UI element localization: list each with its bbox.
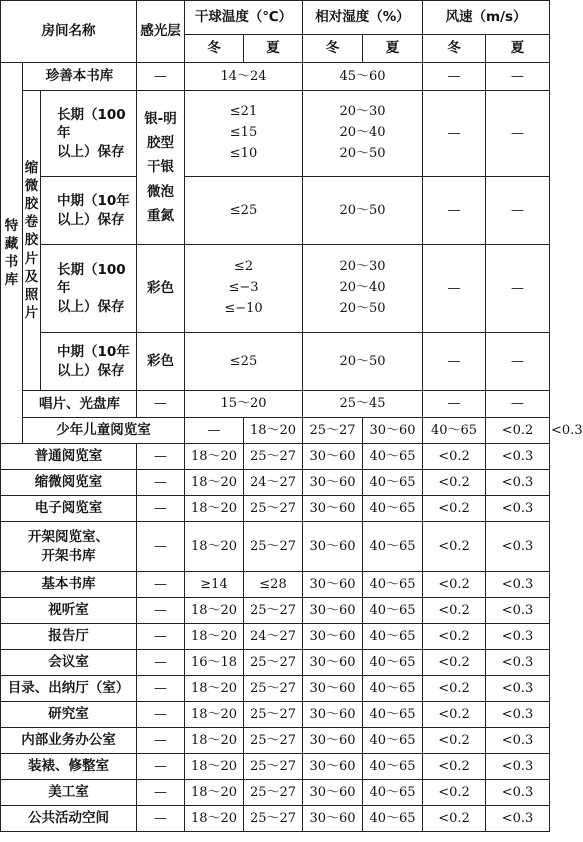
room-name: 缩微阅览室 [1, 470, 137, 496]
speed-summer: <0.3 [486, 522, 550, 572]
speed-summer: <0.3 [486, 470, 550, 496]
temp-summer: 24～27 [244, 470, 303, 496]
speed-winter: — [423, 245, 486, 333]
speed-summer: <0.3 [486, 444, 550, 470]
humidity-summer: 40～65 [363, 806, 423, 832]
humidity-winter: 30～60 [303, 702, 363, 728]
room-name: 美工室 [1, 780, 137, 806]
speed-summer: — [486, 245, 550, 333]
table-row [1, 780, 550, 806]
room-name: 报告厅 [1, 624, 137, 650]
humidity-range: 45～60 [303, 63, 423, 91]
header-dry-bulb-temp: 干球温度（℃） [185, 1, 303, 35]
room-name: 长期（100年 以上）保存 [41, 91, 137, 177]
humidity-summer: 40～65 [363, 728, 423, 754]
temp-summer: 25～27 [244, 522, 303, 572]
photo-layer: — [137, 598, 185, 624]
header-air-speed: 风速（m/s） [423, 1, 550, 35]
table-row [1, 806, 550, 832]
photo-layer: — [137, 496, 185, 522]
speed-summer: <0.3 [486, 496, 550, 522]
temp-range: 15～20 [185, 391, 303, 418]
humidity-summer: 40～65 [363, 754, 423, 780]
room-name: 唱片、光盘库 [23, 391, 137, 418]
temp-summer: ≤28 [244, 572, 303, 598]
room-name: 视听室 [1, 598, 137, 624]
speed-summer: — [486, 91, 550, 177]
photo-layer: — [137, 676, 185, 702]
temp-winter: 18～20 [185, 676, 244, 702]
speed-winter: <0.2 [423, 650, 486, 676]
speed-summer: <0.3 [486, 780, 550, 806]
humidity-summer: 40～65 [363, 522, 423, 572]
header-speed-summer: 夏 [486, 35, 550, 63]
humidity-summer: 40～65 [363, 780, 423, 806]
humidity-range: 20～30 20～40 20～50 [303, 91, 423, 177]
speed-winter: — [423, 177, 486, 245]
temp-summer: 25～27 [244, 754, 303, 780]
room-name: 会议室 [1, 650, 137, 676]
humidity-winter: 30～60 [303, 780, 363, 806]
photo-layer: — [137, 391, 185, 418]
room-name: 普通阅览室 [1, 444, 137, 470]
room-name: 长期（100年 以上）保存 [41, 245, 137, 333]
speed-winter: <0.2 [423, 754, 486, 780]
humidity-summer: 40～65 [363, 496, 423, 522]
temp-winter: 18～20 [185, 598, 244, 624]
speed-summer: <0.3 [486, 572, 550, 598]
humidity-summer: 40～65 [363, 650, 423, 676]
temp-summer: 25～27 [244, 598, 303, 624]
photo-layer: — [137, 63, 185, 91]
header-humidity-summer: 夏 [363, 35, 423, 63]
temp-range: ≤21 ≤15 ≤10 [185, 91, 303, 177]
room-name: 中期（10年 以上）保存 [41, 177, 137, 245]
table-row [1, 728, 550, 754]
table-row [1, 470, 550, 496]
speed-summer: — [486, 63, 550, 91]
humidity-winter: 30～60 [303, 572, 363, 598]
photo-layer-bw: 银-明 胶型 干银 微泡 重氮 [137, 91, 185, 245]
temp-winter: 18～20 [185, 624, 244, 650]
temp-summer: 25～27 [244, 780, 303, 806]
temp-winter: 18～20 [185, 754, 244, 780]
humidity-summer: 40～65 [363, 598, 423, 624]
header-relative-humidity: 相对湿度（%） [303, 1, 423, 35]
humidity-winter: 30～60 [303, 470, 363, 496]
header-speed-winter: 冬 [423, 35, 486, 63]
temp-summer: 25～27 [303, 418, 363, 444]
room-name: 中期（10年 以上）保存 [41, 333, 137, 391]
temp-range: 14～24 [185, 63, 303, 91]
temp-winter: 18～20 [244, 418, 303, 444]
header-room-name: 房间名称 [1, 1, 137, 63]
speed-winter: — [423, 63, 486, 91]
speed-winter: <0.2 [423, 624, 486, 650]
table-row: 少年儿童阅览室 — 18～20 25～27 30～60 40～65 <0.2 <0.3 [1, 418, 550, 444]
humidity-range: 25～45 [303, 391, 423, 418]
room-name: 装裱、修整室 [1, 754, 137, 780]
photo-layer: — [137, 470, 185, 496]
humidity-winter: 30～60 [303, 754, 363, 780]
humidity-summer: 40～65 [363, 676, 423, 702]
temp-winter: 18～20 [185, 728, 244, 754]
photo-layer: — [137, 444, 185, 470]
speed-summer: <0.3 [486, 702, 550, 728]
speed-winter: <0.2 [423, 702, 486, 728]
room-name: 公共活动空间 [1, 806, 137, 832]
humidity-summer: 40～65 [363, 572, 423, 598]
room-name: 内部业务办公室 [1, 728, 137, 754]
humidity-range: 20～50 [303, 333, 423, 391]
temp-summer: 25～27 [244, 496, 303, 522]
photo-layer-color: 彩色 [137, 333, 185, 391]
humidity-range: 20～30 20～40 20～50 [303, 245, 423, 333]
temp-summer: 25～27 [244, 728, 303, 754]
speed-summer: <0.3 [486, 676, 550, 702]
temp-winter: 18～20 [185, 522, 244, 572]
speed-winter: <0.2 [423, 444, 486, 470]
speed-winter: <0.2 [423, 572, 486, 598]
photo-layer: — [137, 522, 185, 572]
room-name: 电子阅览室 [1, 496, 137, 522]
humidity-summer: 40～65 [363, 624, 423, 650]
humidity-winter: 30～60 [303, 444, 363, 470]
speed-winter: — [423, 333, 486, 391]
temp-summer: 25～27 [244, 650, 303, 676]
speed-winter: — [423, 91, 486, 177]
speed-summer: — [486, 333, 550, 391]
temp-winter: ≥14 [185, 572, 244, 598]
table-row [1, 676, 550, 702]
table-row [1, 624, 550, 650]
room-name: 目录、出纳厅（室） [1, 676, 137, 702]
table-row [1, 444, 550, 470]
temp-range: ≤25 [185, 333, 303, 391]
photo-layer: — [137, 702, 185, 728]
photo-layer-color: 彩色 [137, 245, 185, 333]
humidity-summer: 40～65 [423, 418, 486, 444]
temp-winter: 18～20 [185, 496, 244, 522]
table-row [1, 650, 550, 676]
table-row [1, 598, 550, 624]
room-name: 基本书库 [1, 572, 137, 598]
temp-winter: 18～20 [185, 806, 244, 832]
humidity-winter: 30～60 [303, 496, 363, 522]
special-storage-group-label: 特 藏 书 库 [1, 63, 23, 444]
speed-summer: <0.3 [486, 598, 550, 624]
speed-winter: <0.2 [423, 598, 486, 624]
humidity-summer: 40～65 [363, 444, 423, 470]
temp-range: ≤2 ≤−3 ≤−10 [185, 245, 303, 333]
photo-layer: — [137, 624, 185, 650]
table-row [1, 522, 550, 572]
header-temp-summer: 夏 [244, 35, 303, 63]
room-name: 珍善本书库 [23, 63, 137, 91]
temp-range: ≤25 [185, 177, 303, 245]
temp-winter: 18～20 [185, 702, 244, 728]
speed-summer: <0.3 [486, 650, 550, 676]
photo-layer: — [137, 754, 185, 780]
speed-winter: <0.2 [423, 522, 486, 572]
speed-winter: <0.2 [423, 496, 486, 522]
header-temp-winter: 冬 [185, 35, 244, 63]
temp-winter: 18～20 [185, 470, 244, 496]
humidity-winter: 30～60 [303, 728, 363, 754]
temp-summer: 25～27 [244, 702, 303, 728]
speed-winter: <0.2 [486, 418, 550, 444]
speed-winter: <0.2 [423, 676, 486, 702]
room-name: 开架阅览室、 开架书库 [1, 522, 137, 572]
room-name: 少年儿童阅览室 [23, 418, 185, 444]
temp-winter: 18～20 [185, 780, 244, 806]
humidity-winter: 30～60 [303, 806, 363, 832]
humidity-winter: 30～60 [303, 522, 363, 572]
humidity-winter: 30～60 [363, 418, 423, 444]
humidity-summer: 40～65 [363, 470, 423, 496]
table-row [1, 754, 550, 780]
speed-summer: <0.3 [486, 624, 550, 650]
humidity-winter: 30～60 [303, 650, 363, 676]
header-humidity-winter: 冬 [303, 35, 363, 63]
speed-winter: <0.2 [423, 470, 486, 496]
photo-layer: — [185, 418, 244, 444]
temp-summer: 24～27 [244, 624, 303, 650]
speed-summer: — [486, 391, 550, 418]
speed-winter: <0.2 [423, 728, 486, 754]
speed-winter: <0.2 [423, 806, 486, 832]
table-row [1, 496, 550, 522]
photo-layer: — [137, 572, 185, 598]
speed-summer: <0.3 [486, 754, 550, 780]
table-row [1, 572, 550, 598]
speed-winter: — [423, 391, 486, 418]
humidity-summer: 40～65 [363, 702, 423, 728]
header-photo-layer: 感光层 [137, 1, 185, 63]
humidity-range: 20～50 [303, 177, 423, 245]
microfilm-group-label: 缩 微 胶 卷 胶 片 及 照 片 [23, 91, 41, 391]
photo-layer: — [137, 650, 185, 676]
temp-winter: 16～18 [185, 650, 244, 676]
table-row [1, 702, 550, 728]
temp-winter: 18～20 [185, 444, 244, 470]
photo-layer: — [137, 780, 185, 806]
speed-winter: <0.2 [423, 780, 486, 806]
speed-summer: <0.3 [486, 728, 550, 754]
humidity-winter: 30～60 [303, 676, 363, 702]
humidity-winter: 30～60 [303, 598, 363, 624]
temp-summer: 25～27 [244, 444, 303, 470]
room-name: 研究室 [1, 702, 137, 728]
temp-summer: 25～27 [244, 676, 303, 702]
speed-summer: — [486, 177, 550, 245]
humidity-winter: 30～60 [303, 624, 363, 650]
photo-layer: — [137, 728, 185, 754]
photo-layer: — [137, 806, 185, 832]
speed-summer: <0.3 [486, 806, 550, 832]
temp-summer: 25～27 [244, 806, 303, 832]
